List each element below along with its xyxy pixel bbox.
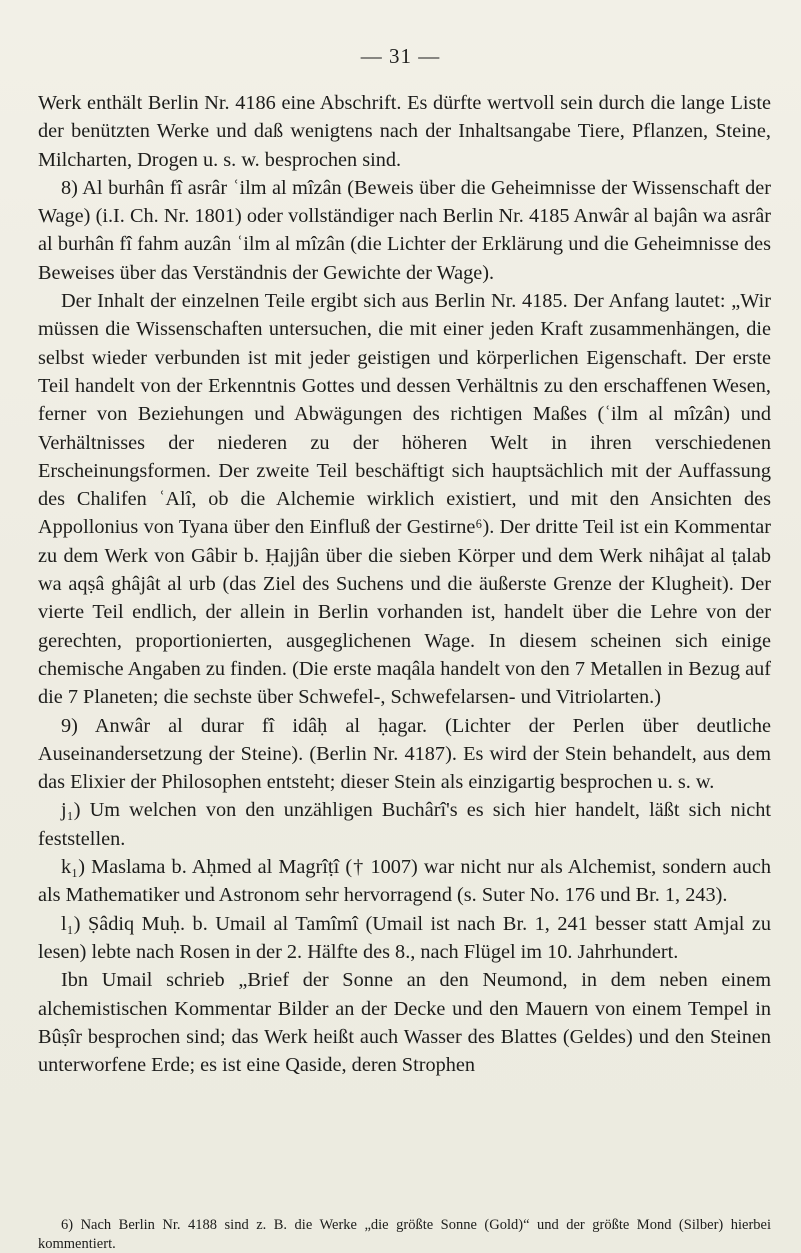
paragraph: 8) Al burhân fî asrâr ʿilm al mîzân (Beweis über die Geheimnisse der Wissenschaft der Wage) (i.I. Ch. Nr. 1801) oder vollständiger nach Berlin Nr. 4185 Anwâr al bajân wa asrâr al burhân fî fahm auzân ʿilm al mîzân (die Lichter der Erklärung und die Geheimnisse des Beweises über das Verständnis der Gewichte der Wage). — [38, 176, 771, 284]
main-text — [38, 89, 771, 1079]
footnote — [38, 1216, 771, 1253]
footnote-text: 6) Nach Berlin Nr. 4188 sind z. B. die Werke „die größte Sonne (Gold)“ und der größte Mond (Silber) hierbei kommentiert. — [38, 1217, 771, 1252]
page-number-header: — 31 — — [360, 44, 441, 68]
paragraph: k₁) Maslama b. Aḥmed al Magrîṭî († 1007) war nicht nur als Alchemist, sondern auch als Mathematiker und Astronom sehr hervorragend (s. Suter No. 176 und Br. 1, 243). — [38, 856, 771, 907]
paragraph: j₁) Um welchen von den unzähligen Buchârî's es sich hier handelt, läßt sich nicht feststellen. — [38, 799, 771, 850]
paragraph: Der Inhalt der einzelnen Teile ergibt sich aus Berlin Nr. 4185. Der Anfang lautet: „Wir müssen die Wissenschaften untersuchen, die mit einer jeden Kraft zusammenhängen, die selbst wieder verbunden ist mit jeder geistigen und körperlichen Eigenschaft. Der erste Teil handelt von der Erkenntnis Gottes und dessen Verhältnis zu den erschaffenen Wesen, ferner von Beziehungen und Abwägungen des richtigen Maßes (ʿilm al mîzân) und Verhältnisses der niederen zu der höheren Welt in ihren verschiedenen Erscheinungsformen. Der zweite Teil beschäftigt sich hauptsächlich mit der Auffassung des Chalifen ʿAlî, ob die Alchemie wirklich existiert, und mit den Ansichten des Appollonius von Tyana über den Einfluß der Gestirne⁶). Der dritte Teil ist ein Kommentar zu dem Werk von Gâbir b. Ḥajjân über die sieben Körper und dem Werk nihâjat al ṭalab wa aqṣâ ghâjât al urb (das Ziel des Suchens und die äußerste Grenze der Klugheit). Der vierte Teil endlich, der allein in Berlin vorhanden ist, handelt über die Lehre von der gerechten, proportionierten, ausgeglichenen Wage. In diesem scheinen sich einige chemische Angaben zu finden. (Die erste maqâla handelt von den 7 Metallen in Bezug auf die 7 Planeten; die sechste über Schwefel-, Schwefelarsen- und Vitriolarten.) — [38, 290, 771, 709]
paragraph: Werk enthält Berlin Nr. 4186 eine Abschrift. Es dürfte wertvoll sein durch die lange Liste der benützten Werke und daß wenigtens nach der Inhaltsangabe Tiere, Pflanzen, Steine, Milcharten, Drogen u. s. w. besprochen sind. — [38, 92, 771, 171]
paragraph: 9) Anwâr al durar fî idâḥ al ḥagar. (Lichter der Perlen über deutliche Auseinandersetzung der Steine). (Berlin Nr. 4187). Es wird der Stein behandelt, aus dem das Elixier der Philosophen entsteht; dieser Stein als einzigartig besprochen u. s. w. — [38, 714, 771, 794]
paragraph: Ibn Umail schrieb „Brief der Sonne an den Neumond, in dem neben einem alchemistischen Kommentar Bilder an der Decke und den Mauern von einem Tempel in Bûṣîr besprochen sind; das Werk heißt auch Wasser des Blattes (Geldes) und den Steinen unterworfene Erde; es ist eine Qaside, deren Strophen — [38, 969, 771, 1077]
paragraph: l₁) Ṣâdiq Muḥ. b. Umail al Tamîmî (Umail ist nach Br. 1, 241 besser statt Amjal zu lesen) lebte nach Rosen in der 2. Hälfte des 8., nach Flügel im 10. Jahrhundert. — [38, 912, 771, 963]
